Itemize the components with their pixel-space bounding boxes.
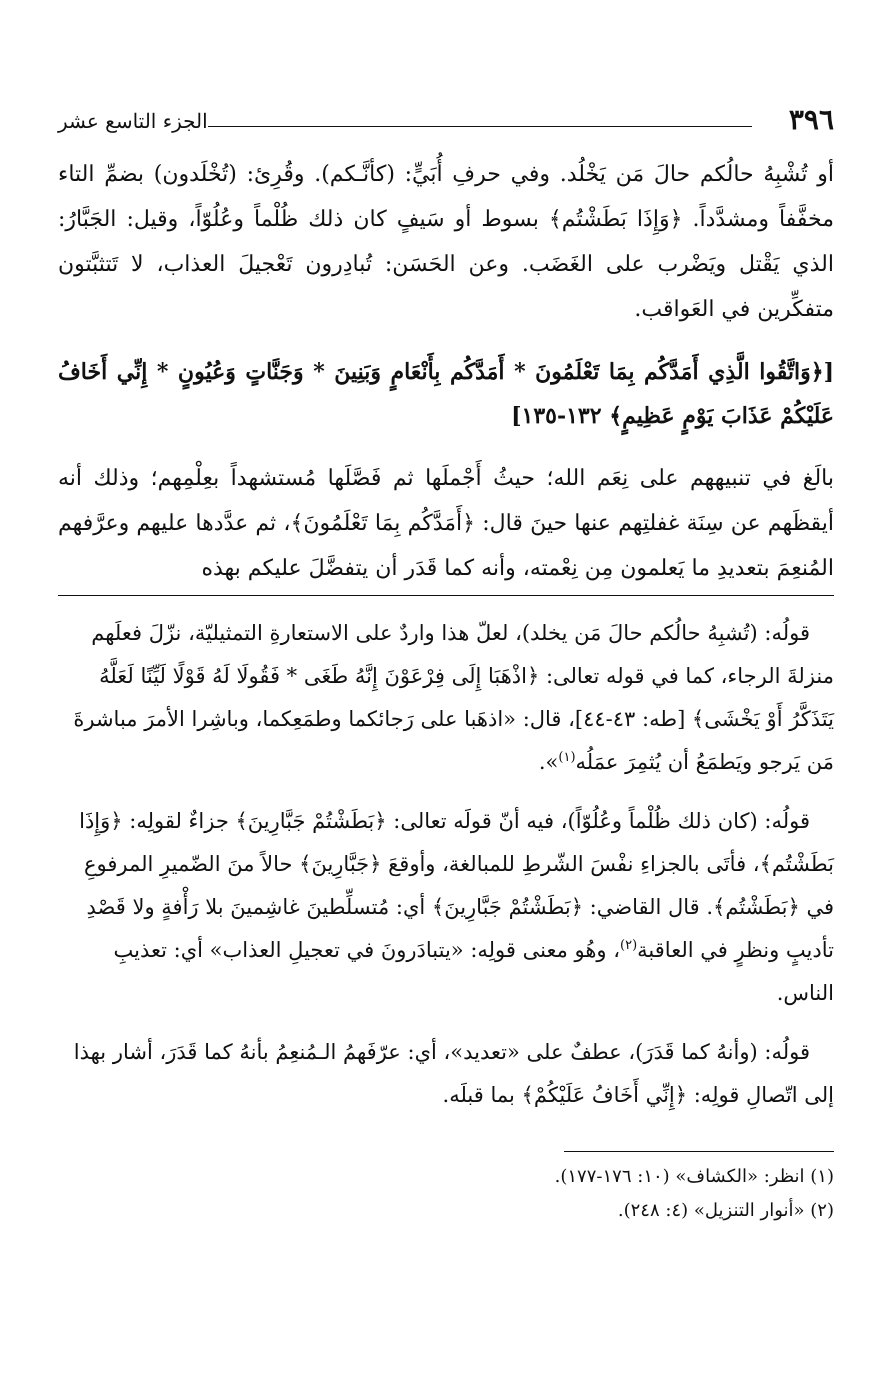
running-title: الجزء التاسع عشر — [58, 109, 208, 133]
page-number: ٣٩٦ — [788, 103, 834, 136]
commentary-note-2-end: ، وهُو معنى قولِه: «يتبادَرونَ في تعجيلِ العذاب» أي: تعذيبِ الناس. — [113, 938, 834, 1005]
header-rule — [208, 126, 752, 127]
commentary-note-1 — [58, 612, 834, 784]
footnote-2: (٢) «أنوار التنزيل» (٤: ٢٤٨). — [617, 1200, 834, 1221]
commentary-divider — [58, 595, 834, 596]
commentary-note-2-text: قولُه: (كان ذلك ظُلْماً وعُلُوّاً)، فيه أنّ قولَه تعالى: ﴿بَطَشْتُمْ جَبَّارِينَ﴾ جزاءٌ لقولِه: ﴿وَإِذَا بَطَشْتُم﴾، فأتَى بالجزاءِ نفْسَ الشّرطِ للمبالغة، وأوقعَ ﴿جَبَّارِينَ﴾ حالاً منَ الضّميرِ المرفوعِ في ﴿بَطَشْتُم﴾. قال القاضي: ﴿بَطَشْتُمْ جَبَّارِينَ﴾ أي: مُتسلِّطينَ غاشِمينَ بلا رَأْفةٍ ولا قَصْدِ تأديبٍ ونظرٍ في العاقبة — [79, 809, 834, 962]
commentary-note-1-text: قولُه: (تُشبِهُ حالُكم حالَ مَن يخلد)، لعلّ هذا واردٌ على الاستعارةِ التمثيليّة، نزّلَ فعلَهم منزلةَ الرجاء، كما في قوله تعالى: ﴿اذْهَبَا إِلَى فِرْعَوْنَ إِنَّهُ طَغَى * فَقُولَا لَهُ قَوْلًا لَيِّنًا لَعَلَّهُ يَتَذَكَّرُ أَوْ يَخْشَى﴾ [طه: ٤٣-٤٤]، قال: «اذهَبا على رَجائكما وطمَعِكما، وباشِرا الأمرَ مباشرةَ مَن يَرجو ويَطمَعُ أن يُثمِرَ عمَلُه — [73, 621, 834, 774]
commentary-note-3: قولُه: (وأنهُ كما قَدَرَ)، عطفٌ على «تعديد»، أي: عرّفَهمُ الـمُنعِمُ بأنهُ كما قَدَرَ، أشار بهذا إلى اتّصالِ قولِه: ﴿إِنِّي أَخَافُ عَلَيْكُمْ﴾ بما قبلَه. — [73, 1040, 834, 1107]
commentary-note-1-end: ». — [538, 750, 559, 774]
footnote-ref-1[interactable]: (١) — [558, 750, 576, 765]
footnote-ref-2[interactable]: (٢) — [620, 938, 638, 953]
main-paragraph-2: بالَغ في تنبيههم على نِعَم الله؛ حيثُ أَجْملَها ثم فَصَّلَها مُستشهداً بعِلْمِهم؛ وذلك أنه أيقظَهم عن سِنَة غفلتِهم عنها حينَ قال: ﴿أَمَدَّكُم بِمَا تَعْلَمُونَ﴾، ثم عدَّدها عليهم وعرَّفهم المُنعِمَ بتعديدِ ما يَعلمون مِن نِعْمته، وأنه كما قَدَر أن يتفضَّلَ عليكم بهذه — [58, 466, 834, 581]
page-header — [58, 100, 834, 152]
main-paragraph-1: أو تُشْبِهُ حالُكم حالَ مَن يَخْلُد. وفي حرفِ أُبَيٍّ: (كأنَّـكم). وقُرِئ: (تُخْلَدون) بضمِّ التاء مخفَّفاً ومشدَّداً. ﴿وَإِذَا بَطَشْتُم﴾ بسوط أو سَيفٍ كان ذلك ظُلْماً وعُلُوّاً، وقيل: الجَبَّارُ: الذي يَقْتل ويَضْرب على الغَضَب. وعن الحَسَن: تُبادِرون تَعْجيلَ العذاب، لا تَتثبَّتون متفكِّرين في العَواقب. — [58, 162, 834, 322]
commentary-note-2 — [58, 800, 834, 1015]
footnote-rule — [564, 1151, 834, 1152]
footnote-1: (١) انظر: «الكشاف» (١٠: ١٧٦-١٧٧). — [554, 1166, 834, 1187]
quran-verse-block: [﴿وَاتَّقُوا الَّذِي أَمَدَّكُم بِمَا تَعْلَمُونَ * أَمَدَّكُم بِأَنْعَامٍ وَبَنِينَ * وَجَنَّاتٍ وَعُيُونٍ * إِنِّي أَخَافُ عَلَيْكُمْ عَذَابَ يَوْمٍ عَظِيمٍ﴾ ١٣٢-١٣٥] — [58, 359, 834, 429]
book-page — [58, 100, 834, 1228]
